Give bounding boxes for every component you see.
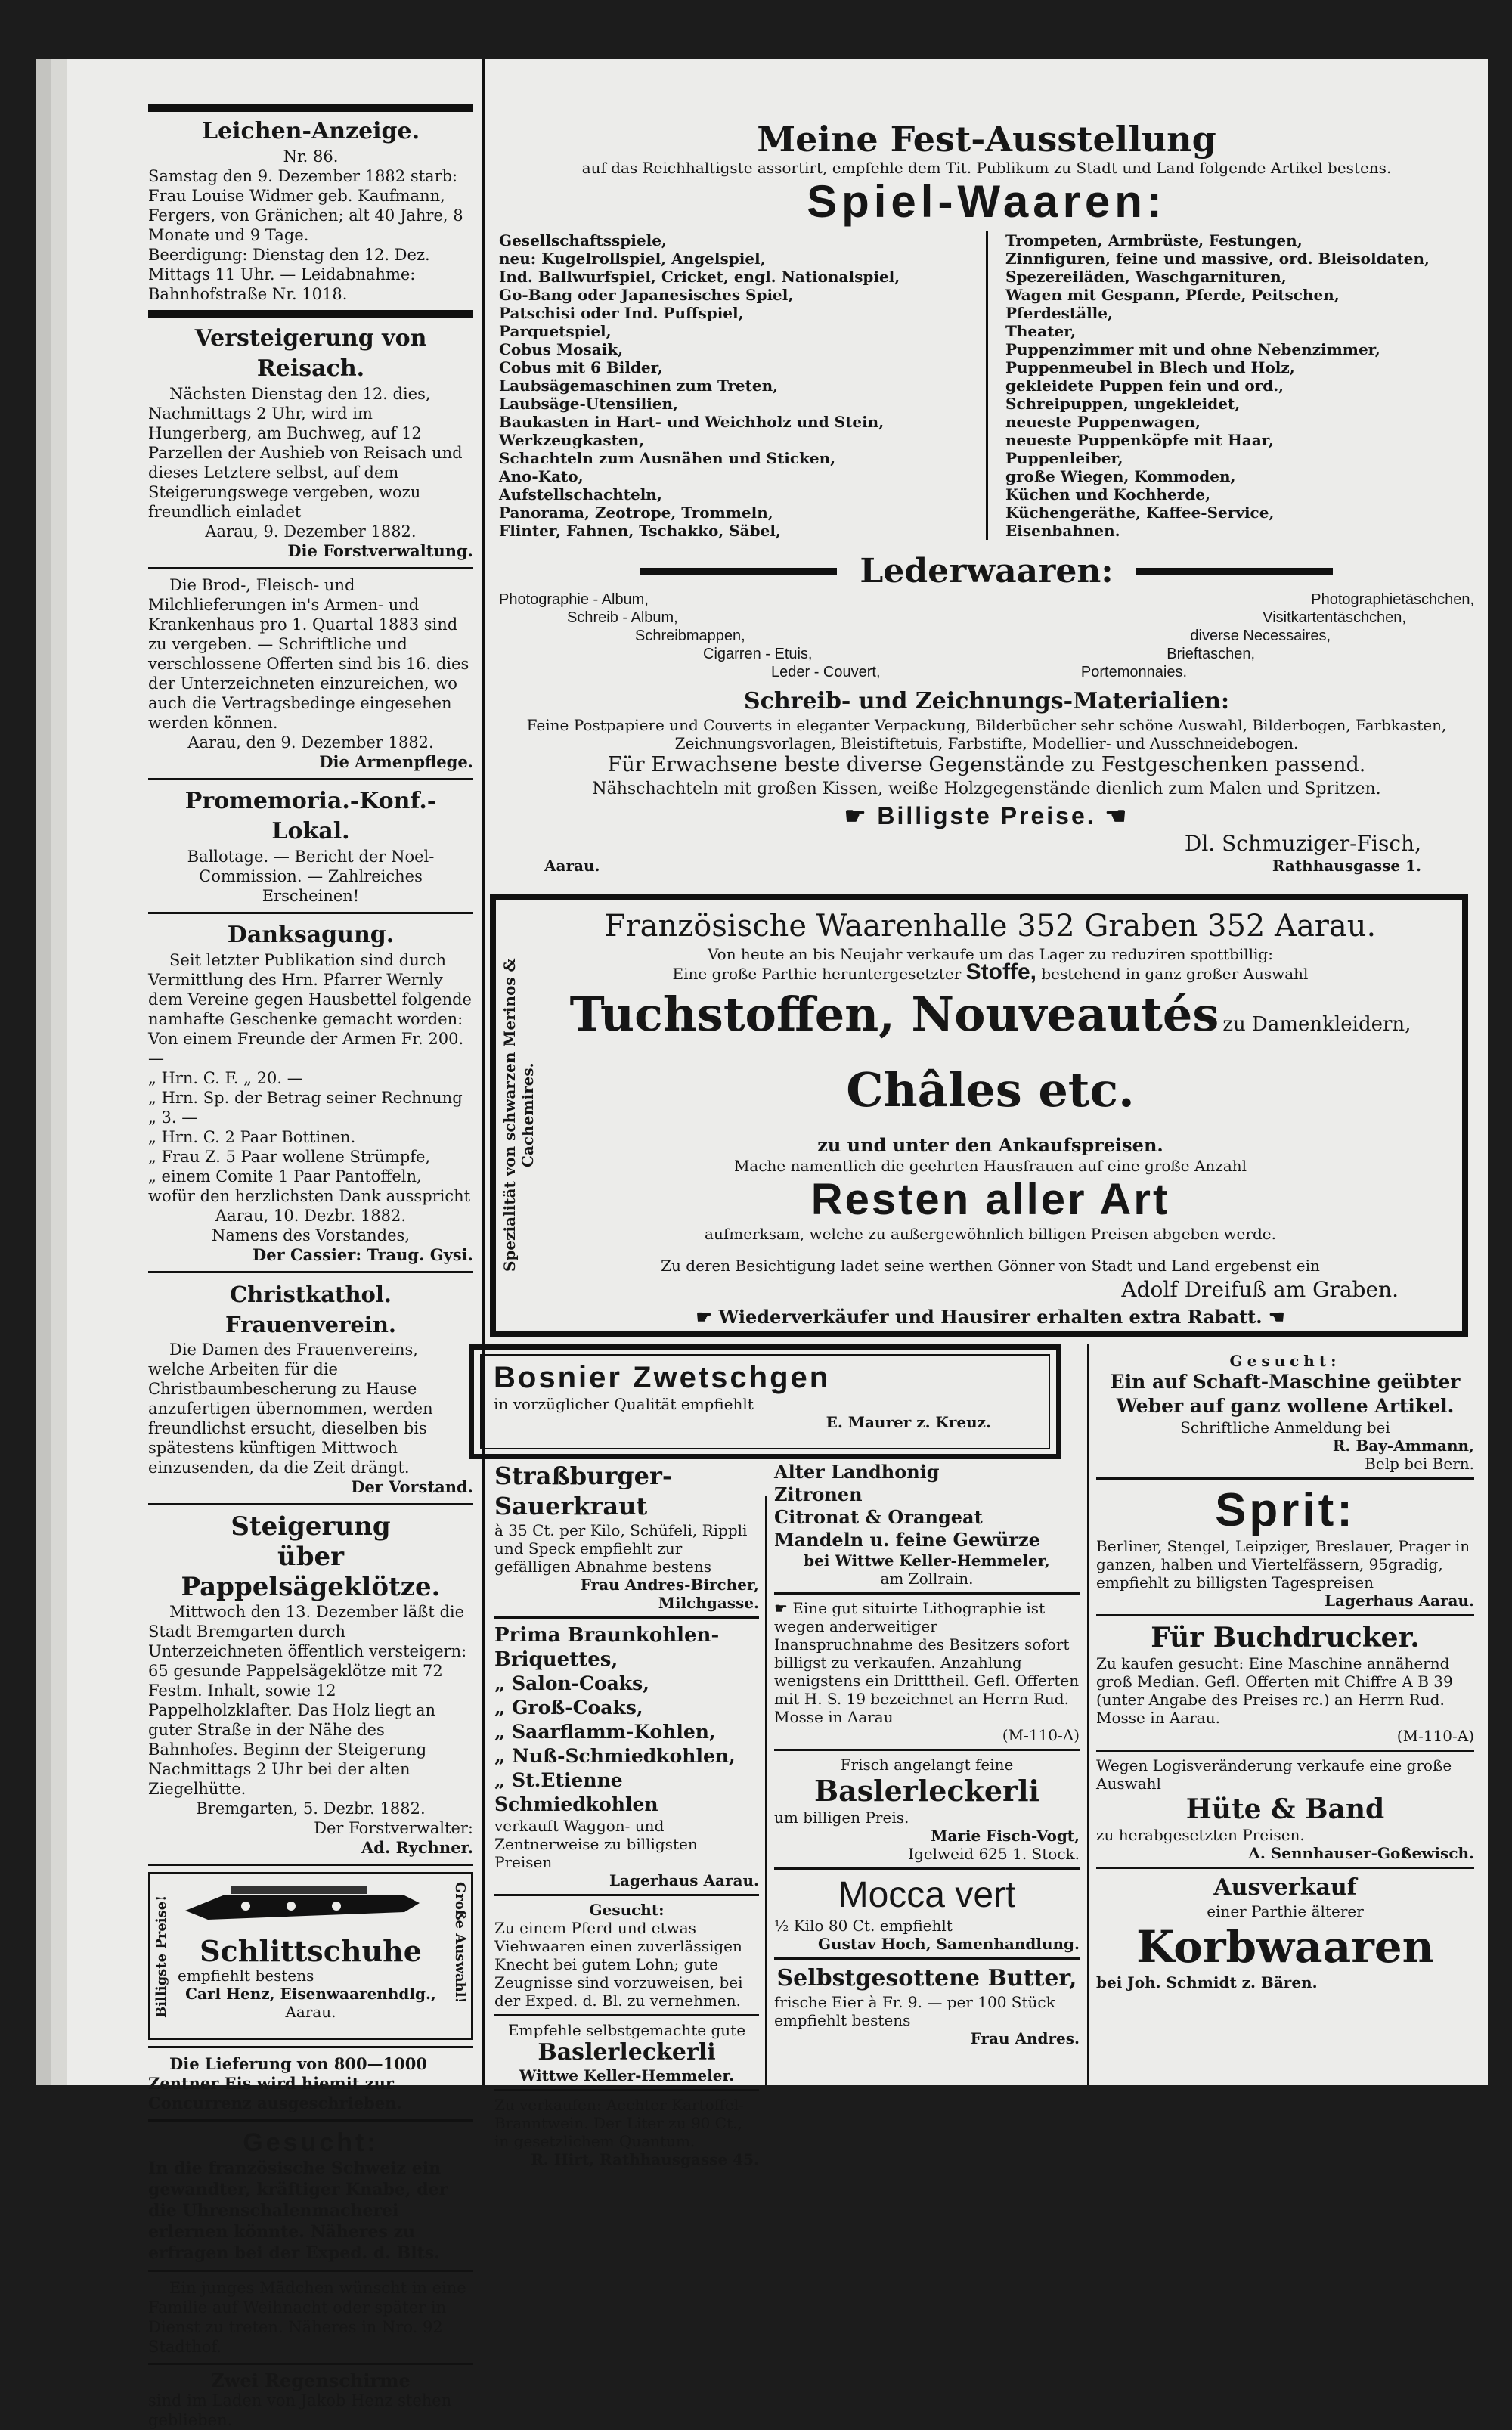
basler2-title: Baslerleckerli xyxy=(814,1774,1040,1808)
franz-big-mid: zu Damenkleidern, xyxy=(1222,1013,1411,1036)
pointing-hand-icon: ☛ xyxy=(844,802,878,829)
spiel-item: neueste Puppenwagen, xyxy=(1005,413,1201,431)
reisach-title: Versteigerung von Reisach. xyxy=(194,325,427,382)
franz-line3: Mache namentlich die geehrten Hausfrauen auf eine große Anzahl xyxy=(733,1157,1247,1175)
franz-rabatt-text: Wiederverkäufer und Hausirer erhalten extra Rabatt. xyxy=(718,1306,1263,1328)
spiel-item: Spezereiläden, Waschgarnituren, xyxy=(1005,268,1287,286)
spiel-item: Puppenzimmer mit und ohne Nebenzimmer, xyxy=(1005,340,1380,358)
spiel-item: Wagen mit Gespann, Pferde, Peitschen, xyxy=(1005,286,1340,304)
basler2-price: um billigen Preis. xyxy=(774,1809,909,1827)
basler2-sig: Marie Fisch-Vogt, xyxy=(931,1827,1080,1845)
brod-body: Die Brod-, Fleisch- und Milchlieferungen in's Armen- und Krankenhaus pro 1. Quartal 1883 sind zu vergeben. — Schriftliche und verschlossene Offerten sind bis 16. dies der Unterzeichneten einzureichen, wo auch die Vertragsbedinge eingesehen werden können. xyxy=(148,576,469,732)
huete-title: Hüte & Band xyxy=(1185,1793,1385,1825)
kohlen-item: „ Saarflamm-Kohlen, xyxy=(494,1721,716,1743)
franz-line2 xyxy=(537,959,1444,984)
huete-body: zu herabgesetzten Preisen. xyxy=(1096,1826,1305,1844)
spiel-item: Schachteln zum Ausnähen und Sticken, xyxy=(499,449,836,467)
spiel-item: Baukasten in Hart- und Weichholz und Stein, xyxy=(499,413,885,431)
fest-addr: Rathhausgasse 1. xyxy=(1272,857,1421,875)
leder-item: Visitkartentäschchen, xyxy=(1263,609,1406,626)
schlitt-side-left: Billigste Preise! xyxy=(153,1895,169,2018)
spiel-item: Küchengeräthe, Kaffee-Service, xyxy=(1005,504,1275,522)
brod-sig: Die Armenpflege. xyxy=(319,752,473,771)
weber-sig2: Belp bei Bern. xyxy=(1365,1455,1474,1473)
mocca-body: ½ Kilo 80 Ct. empfiehlt xyxy=(774,1917,953,1935)
pappel-date: Bremgarten, 5. Dezbr. 1882. xyxy=(196,1799,426,1818)
franz-line2c: bestehend in ganz großer Auswahl xyxy=(1041,965,1309,983)
dank-item: „ Hrn. C. 2 Paar Bottinen. xyxy=(148,1128,356,1146)
leder-item: Portemonnaies. xyxy=(1080,664,1187,680)
schlitt-ad xyxy=(148,1872,473,2040)
franz-line5: Zu deren Besichtigung ladet seine werthen Gönner von Stadt und Land ergebenst ein xyxy=(661,1257,1320,1275)
leder-item: Photographietäschchen, xyxy=(1311,591,1474,608)
spiel-left-list xyxy=(499,231,968,540)
spiel-item: Cobus Mosaik, xyxy=(499,340,624,358)
right-column xyxy=(1096,1352,1474,1991)
kartoffel-sig: R. Hirt, Rathhausgasse 45. xyxy=(531,2150,759,2168)
fest-headline: Spiel-Waaren: xyxy=(807,176,1167,227)
kohlen-item: „ St.Etienne Schmiedkohlen xyxy=(494,1769,658,1815)
basler2-line: Frisch angelangt feine xyxy=(840,1756,1014,1774)
basler2-addr: Igelweid 625 1. Stock. xyxy=(908,1845,1080,1863)
leder-item: Brieftaschen, xyxy=(1167,646,1255,662)
franz-big xyxy=(537,983,1444,1134)
franz-title: Französische Waarenhalle 352 Graben 352 Aarau. xyxy=(604,909,1377,944)
franz-resten: Resten aller Art xyxy=(810,1175,1170,1224)
column-rule-mid xyxy=(765,1496,767,2085)
litho-code: (M-110-A) xyxy=(1002,1726,1080,1744)
pappel-sig2: Ad. Rychner. xyxy=(361,1838,473,1857)
leichen-title: Leichen-Anzeige. xyxy=(201,118,420,144)
knabe-body: In die französische Schweiz ein gewandter, kräftiger Knabe, der die Uhrenschalenmacherei erlernen könnte. Näheres zu erfragen bei der Exped. d. Blts. xyxy=(148,2159,448,2263)
spiel-item: Gesellschaftsspiele, xyxy=(499,231,667,250)
sprit-sig: Lagerhaus Aarau. xyxy=(1324,1592,1474,1610)
honig-line: Zitronen xyxy=(774,1483,863,1505)
knecht-title: Gesucht: xyxy=(589,1901,665,1919)
basler1-line: Empfehle selbstgemachte gute xyxy=(507,2021,746,2039)
dank-thanks: wofür den herzlichsten Dank ausspricht xyxy=(148,1187,471,1205)
leder-item: Schreib - Album, xyxy=(567,609,678,626)
buchdrucker-code: (M-110-A) xyxy=(1396,1727,1474,1745)
spiel-item: Werkzeugkasten, xyxy=(499,431,645,449)
maedchen-body: Ein junges Mädchen wünscht in eine Familie auf Weihnacht oder später in Dienst zu treten. Näheres in Nro. 92 Stadthof. xyxy=(148,2279,466,2356)
bosnier-line: in vorzüglicher Qualität empfiehlt xyxy=(494,1395,754,1413)
spiel-item: gekleidete Puppen fein und ord., xyxy=(1005,377,1284,395)
dank-sig1: Namens des Vorstandes, xyxy=(211,1226,411,1244)
spiel-item: neueste Puppenköpfe mit Haar, xyxy=(1005,431,1274,449)
promemoria-body: Ballotage. — Bericht der Noel-Commission. — Zahlreiches Erscheinen! xyxy=(187,848,435,905)
reisach-body: Nächsten Dienstag den 12. dies, Nachmittags 2 Uhr, wird im Hungerberg, am Buchweg, auf 12 Parzellen der Aushieb von Reisach und dieses Letztere selbst, auf dem Steigerungswege vergeben, wozu freundlich einladet xyxy=(148,385,463,521)
kohlen-title: Prima Braunkohlen-Briquettes, xyxy=(494,1624,720,1671)
fest-intro: auf das Reichhaltigste assortirt, empfehle dem Tit. Publikum zu Stadt und Land folgende Artikel bestens. xyxy=(581,159,1392,177)
kohlen-sig: Lagerhaus Aarau. xyxy=(609,1871,759,1889)
pointing-hand-icon: ☛ xyxy=(696,1306,719,1328)
franz-line2b: Stoffe, xyxy=(965,959,1036,984)
leder-item: diverse Necessaires, xyxy=(1190,628,1331,644)
billig xyxy=(499,801,1474,831)
kohlen-item: „ Salon-Coaks, xyxy=(494,1672,649,1694)
leder-item: Schreibmappen, xyxy=(635,628,745,644)
leichen-body: Samstag den 9. Dezember 1882 starb: Frau Louise Widmer geb. Kaufmann, Fergers, von Gränichen; alt 40 Jahre, 8 Monate und 9 Tage. xyxy=(148,167,463,244)
billig-text: Billigste Preise. xyxy=(877,802,1096,829)
column-rule-right xyxy=(1087,1344,1089,2085)
sprit-title: Sprit: xyxy=(1215,1484,1356,1536)
column-rule-left xyxy=(482,59,485,2085)
franz-big2: Châles etc. xyxy=(846,1062,1135,1117)
fest-place: Aarau. xyxy=(544,857,600,875)
franz-under: zu und unter den Ankaufspreisen. xyxy=(817,1134,1163,1156)
naeh: Nähschachteln mit großen Kissen, weiße Holzgegenstände dienlich zum Malen und Spritzen. xyxy=(592,780,1381,798)
pappel-body: Mittwoch den 13. Dezember läßt die Stadt Bremgarten durch Unterzeichneten öffentlich versteigern: 65 gesunde Pappelsägeklötze mit 72 Festm. Inhalt, sowie 12 Pappelholzklafter. Das Holz liegt an guter Straße in der Nähe des Bahnhofes. Beginn der Steigerung Nachmittags 2 Uhr bei der alten Ziegelhütte. xyxy=(148,1603,467,1798)
eis-body: Die Lieferung von 800—1000 Zentner Eis wird hiemit zur Concurrenz ausgeschrieben. xyxy=(148,2054,428,2112)
franz-sig: Adolf Dreifuß am Graben. xyxy=(1121,1277,1399,1302)
reisach-date: Aarau, 9. Dezember 1882. xyxy=(205,522,417,541)
schirme-body: sind im Laden von Jakob Henz stehen geblieben. xyxy=(148,2391,452,2429)
dank-date: Aarau, 10. Dezbr. 1882. xyxy=(215,1207,407,1225)
litho-body-text: Eine gut situirte Lithographie ist wegen anderweitiger Inanspruchnahme des Besitzers sofort billigst zu verkaufen. Anzahlung wenigstens ein Dritttheil. Gefl. Offerten mit H. S. 19 bezeichnet an Herrn Rud. Mosse in Aarau xyxy=(774,1599,1080,1726)
spiel-item: Trompeten, Armbrüste, Festungen, xyxy=(1005,231,1303,250)
leder-right-list xyxy=(975,590,1474,681)
spiel-item: Küchen und Kochherde, xyxy=(1005,485,1210,504)
christkath-body: Die Damen des Frauenvereins, welche Arbeiten für die Christbaumbescherung zu Hause anzufertigen übernommen, werden freundlichst ersucht, dieselben bis spätestens künftigen Mittwoch einzusenden, da die Zeit drängt. xyxy=(148,1341,433,1477)
huete-sig: A. Sennhauser-Goßewisch. xyxy=(1248,1844,1474,1862)
honig-line: Alter Landhonig xyxy=(774,1461,940,1483)
spiel-item: Theater, xyxy=(1005,322,1077,340)
pappel-title2: über Pappelsägeklötze. xyxy=(181,1542,441,1602)
butter-sig: Frau Andres. xyxy=(970,2029,1080,2047)
honig-sig2: am Zollrain. xyxy=(880,1570,974,1588)
pointing-hand-icon: ☚ xyxy=(1262,1306,1285,1328)
franz-line2a: Eine große Parthie heruntergesetzter xyxy=(672,965,962,983)
brod-date: Aarau, den 9. Dezember 1882. xyxy=(187,733,434,752)
weber-title: Gesucht: xyxy=(1229,1352,1341,1370)
schlitt-line3: Aarau. xyxy=(285,2003,336,2021)
franz-rabatt xyxy=(537,1305,1444,1329)
honig-line: Mandeln u. feine Gewürze xyxy=(774,1529,1040,1551)
newspaper-page xyxy=(67,59,1488,2429)
spiel-item: Ind. Ballwurfspiel, Cricket, engl. Nationalspiel, xyxy=(499,268,900,286)
korb-big: Korbwaaren xyxy=(1136,1921,1434,1973)
butter-body: frische Eier à Fr. 9. — per 100 Stück empfiehlt bestens xyxy=(774,1993,1055,2029)
left-column xyxy=(148,104,473,2430)
buchdrucker-body: Zu kaufen gesucht: Eine Maschine annähernd groß Median. Gefl. Offerten mit Chiffre A B 39 (unter Angabe des Preises rc.) an Herrn Rud. Mosse in Aarau. xyxy=(1096,1654,1453,1727)
weber-line: Schriftliche Anmeldung bei xyxy=(1180,1418,1390,1437)
pappel-sig1: Der Forstverwalter: xyxy=(314,1819,473,1837)
mid-column xyxy=(494,1461,759,2168)
spiel-item: Flinter, Fahnen, Tschakko, Säbel, xyxy=(499,522,781,540)
dank-item: Von einem Freunde der Armen Fr. 200. — xyxy=(148,1030,464,1068)
spiel-item: Eisenbahnen. xyxy=(1005,522,1120,540)
mid2-column xyxy=(774,1461,1080,2047)
skate-icon xyxy=(178,1880,427,1933)
spiel-right-list xyxy=(1005,231,1474,540)
spiel-item: Pferdeställe, xyxy=(1005,304,1113,322)
christkath-title: Christkathol. Frauenverein. xyxy=(225,1282,396,1337)
leichen-burial: Beerdigung: Dienstag den 12. Dez. Mittags 11 Uhr. — Leidabnahme: Bahnhofstraße Nr. 1018. xyxy=(148,246,430,303)
mocca-title: Mocca vert xyxy=(838,1875,1016,1915)
leder-left-list xyxy=(499,590,953,681)
fest-title: Meine Fest-Ausstellung xyxy=(757,119,1216,160)
spiel-item: Ano-Kato, xyxy=(499,467,584,485)
knabe-title: Gesucht: xyxy=(243,2128,379,2157)
dank-item: „ Frau Z. 5 Paar wollene Strümpfe, xyxy=(148,1148,431,1166)
fest-sig: Dl. Schmuziger-Fisch, xyxy=(1184,831,1421,856)
leder-item: Leder - Couvert, xyxy=(771,664,881,680)
spiel-item: Zinnfiguren, feine und massive, ord. Bleisoldaten, xyxy=(1005,250,1430,268)
schreib-body: Feine Postpapiere und Couverts in eleganter Verpackung, Bilderbücher sehr schöne Auswahl, Bilderbogen, Farbkasten, Zeichnungsvorlagen, Bleistiftetuis, Farbstifte, Modellier- und Ausschneidebogen. xyxy=(526,716,1447,752)
buchdrucker-title: Für Buchdrucker. xyxy=(1151,1622,1420,1654)
korb-sig: bei Joh. Schmidt z. Bären. xyxy=(1096,1973,1318,1991)
spiel-item: Laubsägemaschinen zum Treten, xyxy=(499,377,779,395)
spiel-item: Parquetspiel, xyxy=(499,322,612,340)
pointing-hand-icon: ☚ xyxy=(1095,802,1129,829)
schreib-title: Schreib- und Zeichnungs-Materialien: xyxy=(743,688,1230,714)
dank-item: „ Hrn. C. F. „ 20. — xyxy=(148,1069,303,1087)
schlitt-line2: Carl Henz, Eisenwaarenhdlg., xyxy=(185,1985,436,2003)
pappel-title1: Steigerung xyxy=(231,1511,391,1542)
erwachsene: Für Erwachsene beste diverse Gegenstände zu Festgeschenken passend. xyxy=(607,753,1366,776)
leder-title: Lederwaaren: xyxy=(860,552,1114,590)
basler1-sig: Wittwe Keller-Hemmeler. xyxy=(519,2066,735,2084)
weber-sig1: R. Bay-Ammann, xyxy=(1332,1437,1474,1455)
litho-body xyxy=(774,1599,1080,1726)
spiel-item: Puppenmeubel in Blech und Holz, xyxy=(1005,358,1295,377)
spiel-item: Patschisi oder Ind. Puffspiel, xyxy=(499,304,744,322)
franz-side: Spezialität von schwarzen Merinos & Cachemires. xyxy=(500,958,537,1272)
spiel-item: Schreipuppen, ungekleidet, xyxy=(1005,395,1241,413)
dank-item: „ Hrn. Sp. der Betrag seiner Rechnung „ 3. — xyxy=(148,1089,463,1127)
franz-line1: Von heute an bis Neujahr verkaufe um das Lager zu reduziren spottbillig: xyxy=(708,945,1273,963)
bosnier-ad xyxy=(469,1344,1061,1459)
reisach-sig: Die Forstverwaltung. xyxy=(287,541,473,560)
huete-line: Wegen Logisveränderung verkaufe eine große Auswahl xyxy=(1096,1756,1452,1793)
spiel-item: Cobus mit 6 Bilder, xyxy=(499,358,663,377)
basler1-title: Baslerleckerli xyxy=(538,2039,716,2066)
kohlen-item: „ Groß-Coaks, xyxy=(494,1697,643,1719)
leder-item: Cigarren - Etuis, xyxy=(703,646,813,662)
sauerkraut-body: à 35 Ct. per Kilo, Schüfeli, Rippli und Speck empfiehlt zur gefälligen Abnahme bestens xyxy=(494,1521,748,1576)
schlitt-line1: empfiehlt bestens xyxy=(178,1967,314,1985)
schirme-title: Zwei Regenschirme xyxy=(211,2370,411,2391)
spiel-item: große Wiegen, Kommoden, xyxy=(1005,467,1236,485)
fest-ad xyxy=(499,119,1474,875)
bosnier-sig: E. Maurer z. Kreuz. xyxy=(826,1413,991,1431)
leichen-nr: Nr. 86. xyxy=(283,147,339,166)
kohlen-item: „ Nuß-Schmiedkohlen, xyxy=(494,1745,736,1767)
christkath-sig: Der Vorstand. xyxy=(351,1477,473,1496)
franz-ad xyxy=(490,894,1468,1337)
korb-title: Ausverkauf xyxy=(1213,1874,1357,1901)
spiel-item: Panorama, Zeotrope, Trommeln, xyxy=(499,504,773,522)
spiel-item: neu: Kugelrollspiel, Angelspiel, xyxy=(499,250,766,268)
franz-line4: aufmerksam, welche zu außergewöhnlich billigen Preisen abgeben werde. xyxy=(705,1225,1276,1243)
kohlen-body: verkauft Waggon- und Zentnerweise zu billigsten Preisen xyxy=(494,1817,698,1871)
butter-title: Selbstgesottene Butter, xyxy=(776,1965,1077,1991)
kartoffel-body: Zu verkaufen: Aechter Kartoffel-Branntwein. Der Liter zu 90 Ct., in gesetzlichem Quantum. xyxy=(494,2096,744,2150)
dank-body: Seit letzter Publikation sind durch Vermittlung des Hrn. Pfarrer Wernly dem Vereine gegen Hausbettel folgende namhafte Geschenke gemacht worden: xyxy=(148,951,472,1028)
sauerkraut-title: Straßburger-Sauerkraut xyxy=(494,1461,673,1520)
pointing-hand-icon: ☛ xyxy=(774,1599,793,1617)
dank-sig2: Der Cassier: Traug. Gysi. xyxy=(253,1245,473,1264)
spiel-item: Puppenleiber, xyxy=(1005,449,1123,467)
promemoria-title: Promemoria.-Konf.-Lokal. xyxy=(184,788,437,845)
weber-body: Ein auf Schaft-Maschine geübter Weber auf ganz wollene Artikel. xyxy=(1110,1371,1461,1417)
schlitt-title: Schlittschuhe xyxy=(200,1934,422,1968)
dank-item: „ einem Comite 1 Paar Pantoffeln, xyxy=(148,1167,422,1186)
bosnier-title: Bosnier Zwetschgen xyxy=(494,1361,831,1394)
dank-title: Danksagung. xyxy=(227,922,395,948)
honig-line: Citronat & Orangeat xyxy=(774,1506,983,1528)
franz-big1: Tuchstoffen, Nouveautés xyxy=(569,987,1219,1042)
sauerkraut-sig: Frau Andres-Bircher, Milchgasse. xyxy=(580,1576,759,1612)
spiel-item: Aufstellschachteln, xyxy=(499,485,662,504)
leder-item: Photographie - Album, xyxy=(499,591,649,608)
knecht-body: Zu einem Pferd und etwas Viehwaaren einen zuverlässigen Knecht bei gutem Lohn; gute Zeugnisse sind vorzuweisen, bei der Exped. d. Bl. zu vernehmen. xyxy=(494,1919,743,2010)
sprit-body: Berliner, Stengel, Leipziger, Breslauer, Prager in ganzen, halben und Viertelfässern, 95gradig, empfiehlt zu billigsten Tagespreisen xyxy=(1096,1537,1470,1592)
honig-sig1: bei Wittwe Keller-Hemmeler, xyxy=(804,1551,1050,1570)
spiel-item: Go-Bang oder Japanesisches Spiel, xyxy=(499,286,794,304)
mocca-sig: Gustav Hoch, Samenhandlung. xyxy=(817,1935,1080,1953)
schlitt-side-right: Große Auswahl! xyxy=(452,1882,468,2004)
spiel-item: Laubsäge-Utensilien, xyxy=(499,395,679,413)
korb-line: einer Parthie älterer xyxy=(1207,1902,1364,1920)
